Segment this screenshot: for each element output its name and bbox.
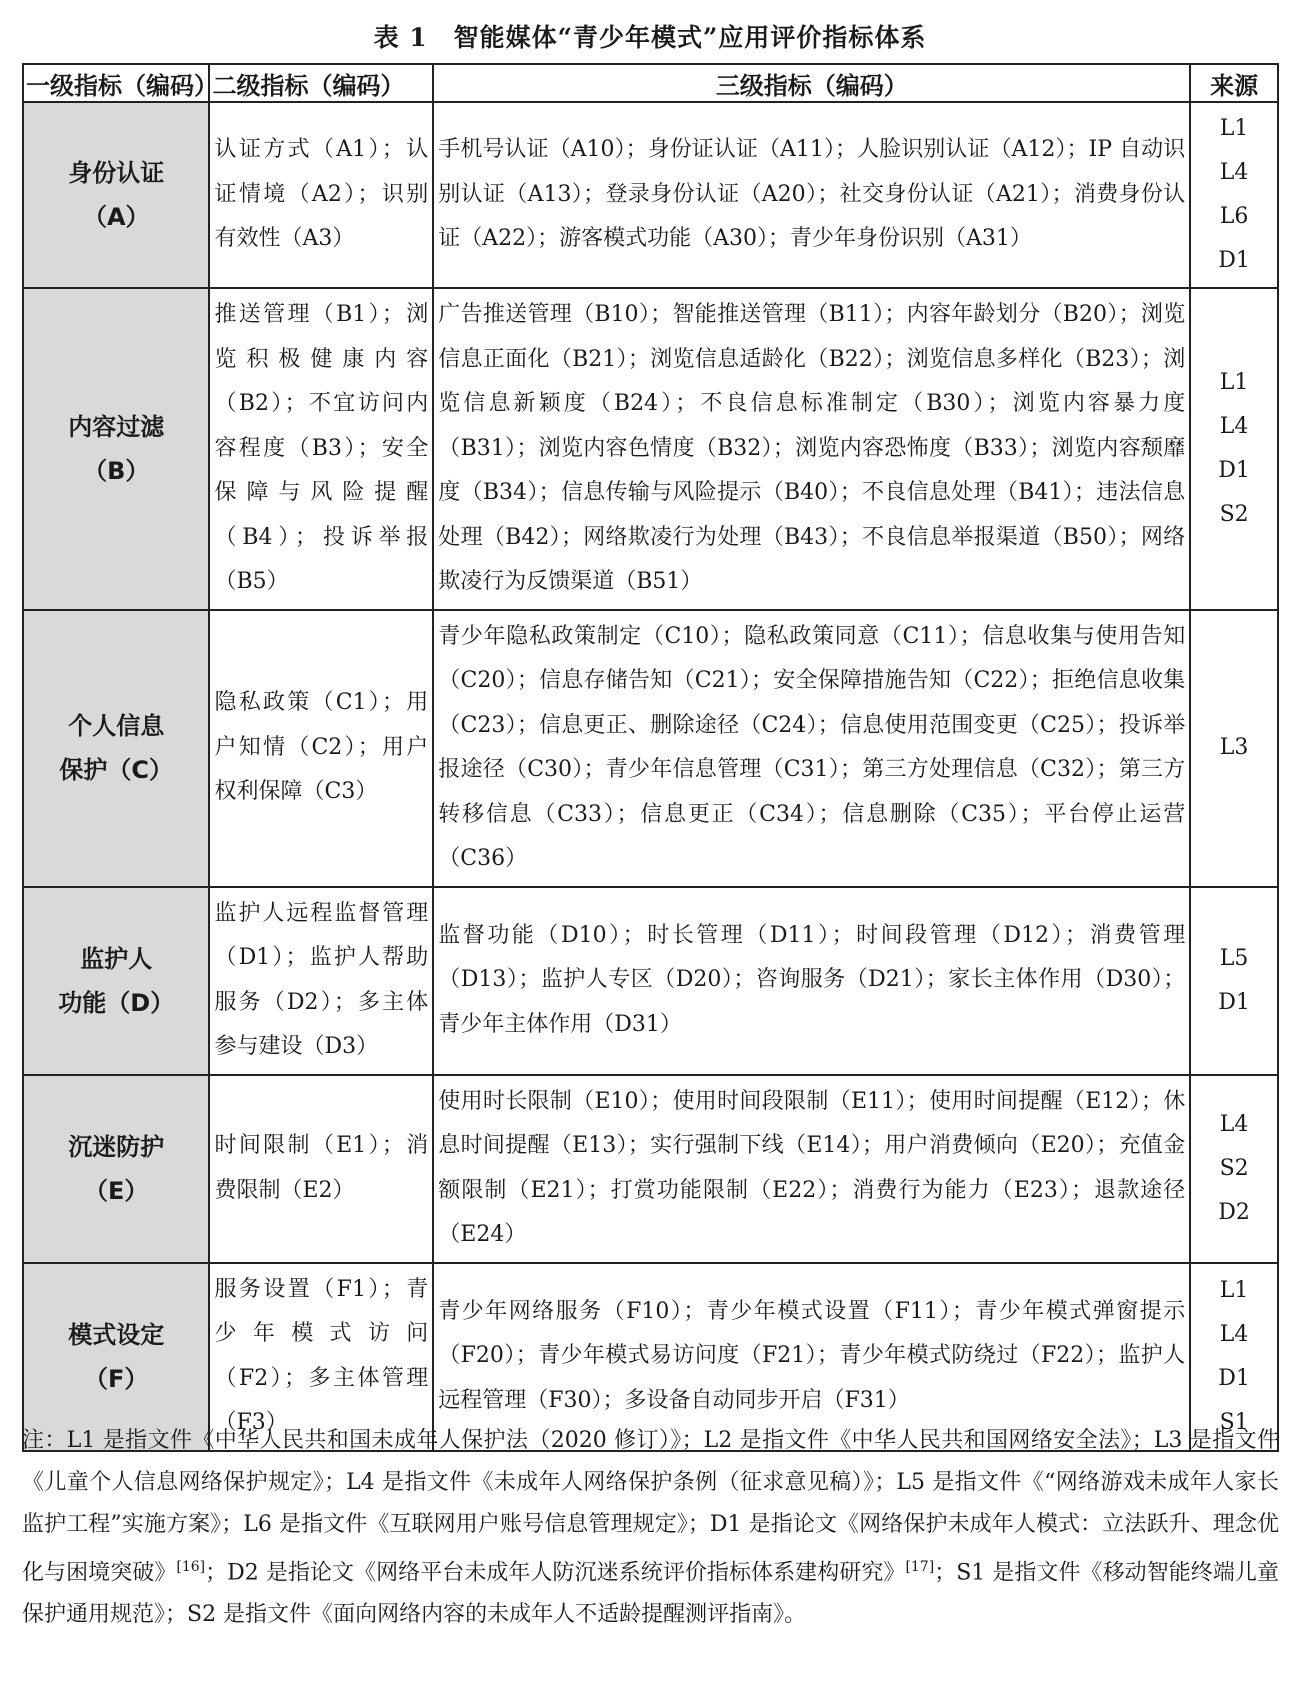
source-item: L1 (1219, 116, 1249, 141)
note-text: ；D2 是指论文《网络平台未成年人防沉迷系统评价指标体系建构研究》 (205, 1560, 906, 1586)
table-row (23, 1075, 1278, 1263)
source-item: D1 (1218, 457, 1250, 483)
note-text: ；S1 是指文件《移动智能终端儿童保护通用规范》；S2 是指文件《面向网络内容的未成年人不适龄提醒测评指南》。 (22, 1560, 1279, 1628)
level1-code: 功能（D） (58, 988, 175, 1017)
source-item: D1 (1218, 248, 1250, 273)
level1-name: 沉迷防护 (68, 1132, 165, 1161)
source-item: L6 (1219, 204, 1249, 229)
citation-ref: [16] (176, 1559, 206, 1575)
source-item: D1 (1218, 989, 1250, 1015)
level1-name: 监护人 (80, 944, 153, 973)
table-note (22, 1420, 1279, 1636)
level2-cell: 时间限制（E1）；消费限制（E2） (209, 1075, 433, 1263)
note-text: 注：L1 是指文件《中华人民共和国未成年人保护法（2020 修订）》；L2 是指文件《中华人民共和国网络安全法》；L3 是指文件《儿童个人信息网络保护规定》；L4 是指文件《未成年人网络保护条例（征求意见稿）》；L5 是指文件《“网络游戏未成年人家长监护工程”实施方案》；L6 是指文件《互联网用户账号信息管理规定》；D1 是指论文《网络保护未成年人模式：立法跃升、理念优化与困境突破》 (22, 1428, 1279, 1586)
level1-cell (23, 288, 209, 610)
level1-cell (23, 102, 209, 288)
header-level3: 三级指标（编码） (433, 64, 1190, 102)
level3-cell: 监督功能（D10）；时长管理（D11）；时间段管理（D12）；消费管理（D13）；监护人专区（D20）；咨询服务（D21）；家长主体作用（D30）；青少年主体作用（D31） (433, 887, 1190, 1075)
level2-cell: 隐私政策（C1）；用户知情（C2）；用户权利保障（C3） (209, 610, 433, 887)
source-item: L4 (1219, 160, 1249, 185)
level2-cell: 监护人远程监督管理（D1）；监护人帮助服务（D2）；多主体参与建设（D3） (209, 887, 433, 1075)
source-item: L1 (1219, 1277, 1249, 1303)
source-item: L1 (1219, 369, 1249, 395)
level2-cell: 服务设置（F1）；青少年模式访问（F2）；多主体管理（F3） (209, 1263, 433, 1451)
table-row (23, 610, 1278, 887)
header-row (23, 64, 1278, 102)
level1-name: 身份认证 (68, 159, 165, 187)
source-cell (1190, 1075, 1278, 1263)
indicator-table (22, 63, 1279, 1452)
level2-cell: 推送管理（B1）；浏览积极健康内容（B2）；不宜访问内容程度（B3）；安全保障与风险提醒（B4）；投诉举报（B5） (209, 288, 433, 610)
source-cell (1190, 288, 1278, 610)
level1-name: 模式设定 (68, 1320, 165, 1349)
source-cell (1190, 610, 1278, 887)
level3-cell: 青少年网络服务（F10）；青少年模式设置（F11）；青少年模式弹窗提示（F20）；青少年模式易访问度（F21）；青少年模式防绕过（F22）；监护人远程管理（F30）；多设备自动同步开启（F31） (433, 1263, 1190, 1451)
source-item: S1 (1219, 1409, 1249, 1435)
level1-code: 保护（C） (59, 756, 174, 784)
level1-name: 内容过滤 (68, 412, 165, 441)
source-item: D1 (1218, 1365, 1250, 1391)
level1-name: 个人信息 (68, 712, 165, 740)
level1-code: （B） (83, 456, 150, 485)
source-cell (1190, 887, 1278, 1075)
source-item: S2 (1219, 501, 1249, 527)
source-item: S2 (1219, 1155, 1249, 1181)
level3-cell: 手机号认证（A10）；身份证认证（A11）；人脸识别认证（A12）；IP 自动识别认证（A13）；登录身份认证（A20）；社交身份认证（A21）；消费身份认证（A22）；游客模式功能（A30）；青少年身份识别（A31） (433, 102, 1190, 288)
table-row (23, 102, 1278, 288)
header-level2: 二级指标（编码） (209, 64, 433, 102)
level1-cell (23, 610, 209, 887)
level1-cell (23, 887, 209, 1075)
level3-cell: 青少年隐私政策制定（C10）；隐私政策同意（C11）；信息收集与使用告知（C20）；信息存储告知（C21）；安全保障措施告知（C22）；拒绝信息收集（C23）；信息更正、删除途径（C24）；信息使用范围变更（C25）；投诉举报途径（C30）；青少年信息管理（C31）；第三方处理信息（C32）；第三方转移信息（C33）；信息更正（C34）；信息删除（C35）；平台停止运营（C36） (433, 610, 1190, 887)
citation-ref: [17] (905, 1559, 935, 1575)
level3-cell: 使用时长限制（E10）；使用时间段限制（E11）；使用时间提醒（E12）；休息时间提醒（E13）；实行强制下线（E14）；用户消费倾向（E20）；充值金额限制（E21）；打赏功能限制（E22）；消费行为能力（E23）；退款途径（E24） (433, 1075, 1190, 1263)
table-title: 表 1 智能媒体“青少年模式”应用评价指标体系 (373, 23, 927, 52)
table-row (23, 887, 1278, 1075)
source-item: L4 (1219, 1111, 1249, 1137)
header-source: 来源 (1190, 64, 1278, 102)
level1-cell (23, 1075, 209, 1263)
source-item: D2 (1218, 1199, 1250, 1225)
level1-code: （E） (84, 1176, 149, 1205)
header-level1: 一级指标（编码） (23, 64, 209, 102)
level2-cell: 认证方式（A1）；认证情境（A2）；识别有效性（A3） (209, 102, 433, 288)
level1-code: （A） (82, 203, 150, 231)
source-item: L5 (1219, 945, 1249, 971)
level3-cell: 广告推送管理（B10）；智能推送管理（B11）；内容年龄划分（B20）；浏览信息正面化（B21）；浏览信息适龄化（B22）；浏览信息多样化（B23）；浏览信息新颖度（B24）；不良信息标准制定（B30）；浏览内容暴力度（B31）；浏览内容色情度（B32）；浏览内容恐怖度（B33）；浏览内容颓靡度（B34）；信息传输与风险提示（B40）；不良信息处理（B41）；违法信息处理（B42）；网络欺凌行为处理（B43）；不良信息举报渠道（B50）；网络欺凌行为反馈渠道（B51） (433, 288, 1190, 610)
source-cell (1190, 102, 1278, 288)
table-row (23, 288, 1278, 610)
source-item: L4 (1219, 413, 1249, 439)
source-item: L3 (1219, 735, 1249, 760)
source-item: L4 (1219, 1321, 1249, 1347)
level1-code: （F） (84, 1364, 149, 1393)
